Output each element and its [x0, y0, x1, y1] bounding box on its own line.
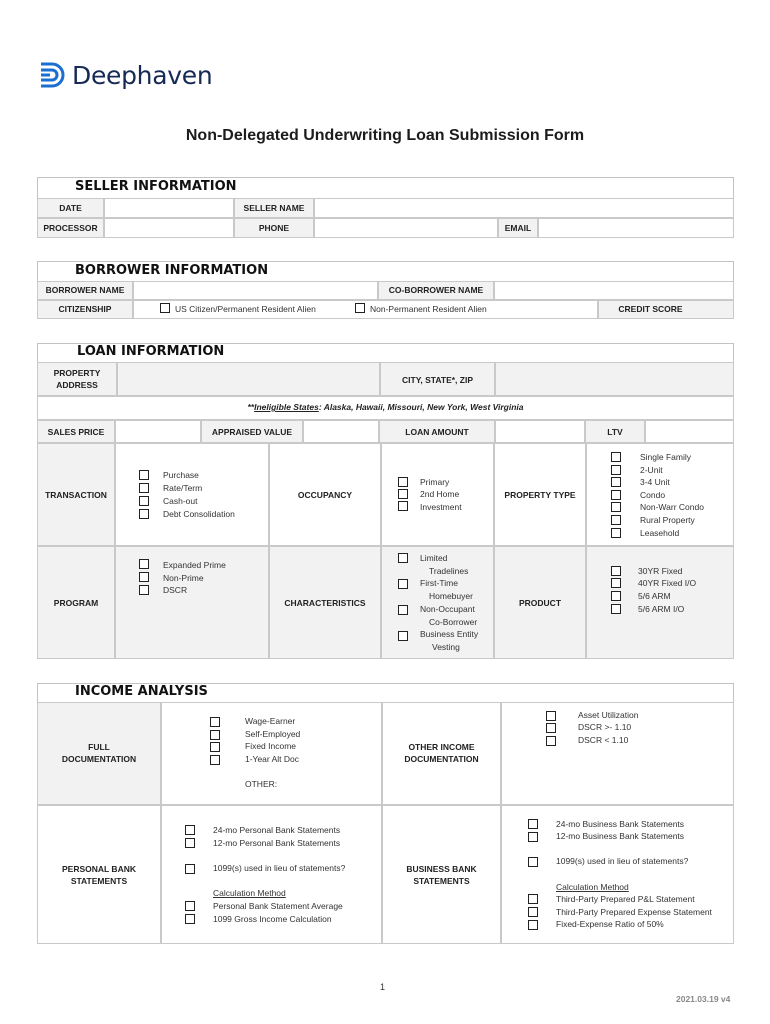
other-option-1: DSCR >- 1.10	[578, 722, 632, 732]
char-option-0-line-1: Limited	[420, 553, 448, 563]
char-option-2-line-2: Co-Borrower	[429, 617, 478, 627]
processor-input[interactable]	[104, 218, 234, 238]
occupancy-label: OCCUPANCY	[297, 490, 353, 500]
phone-input[interactable]	[314, 218, 498, 238]
ineligible-prefix: **	[247, 402, 255, 412]
product-option-2: 5/6 ARM	[638, 591, 671, 601]
5-6-arm-checkbox[interactable]	[611, 591, 621, 601]
property-type-option-4: Non-Warr Condo	[640, 502, 704, 512]
full-option-0: Wage-Earner	[245, 716, 296, 726]
loan-amount-label: LOAN AMOUNT	[405, 427, 469, 437]
asset-utilization-checkbox[interactable]	[546, 711, 556, 721]
other-label: OTHER:	[245, 779, 278, 789]
other-income-label-1: OTHER INCOME	[408, 742, 475, 752]
transaction-label: TRANSACTION	[45, 490, 107, 500]
business-calc-option-1: Third-Party Prepared Expense Statement	[556, 907, 712, 917]
personal-1099-checkbox[interactable]	[185, 864, 195, 874]
char-option-2-line-1: Non-Occupant	[420, 604, 475, 614]
first-time-homebuyer-checkbox[interactable]	[398, 579, 408, 589]
loan-heading: LOAN INFORMATION	[77, 344, 225, 359]
seller-heading: SELLER INFORMATION	[75, 179, 237, 194]
date-label: DATE	[59, 203, 82, 213]
char-option-1-line-1: First-Time	[420, 578, 458, 588]
24mo-personal-checkbox[interactable]	[185, 825, 195, 835]
two-unit-checkbox[interactable]	[611, 465, 621, 475]
email-label: EMAIL	[504, 223, 532, 233]
12mo-business-checkbox[interactable]	[528, 832, 538, 842]
transaction-option-1: Rate/Term	[163, 483, 203, 493]
char-option-3-line-2: Vesting	[432, 642, 460, 652]
property-type-option-1: 2-Unit	[640, 465, 663, 475]
business-1099-label: 1099(s) used in lieu of statements?	[556, 856, 689, 866]
occupancy-option-1: 2nd Home	[420, 489, 460, 499]
email-input[interactable]	[538, 218, 734, 238]
business-1099-checkbox[interactable]	[528, 857, 538, 867]
personal-bank-label-2: STATEMENTS	[70, 876, 128, 886]
program-option-2: DSCR	[163, 585, 188, 595]
three-four-unit-checkbox[interactable]	[611, 477, 621, 487]
one-year-alt-doc-checkbox[interactable]	[210, 755, 220, 765]
appraised-value-label: APPRAISED VALUE	[211, 427, 293, 437]
product-option-1: 40YR Fixed I/O	[638, 578, 697, 588]
business-calc-heading: Calculation Method	[556, 882, 629, 892]
deephaven-logo-icon	[38, 60, 68, 90]
personal-calc-option-1: 1099 Gross Income Calculation	[213, 914, 332, 924]
business-bank-label-2: STATEMENTS	[413, 876, 470, 886]
form-title: Non-Delegated Underwriting Loan Submission Form	[185, 127, 585, 144]
condo-checkbox[interactable]	[611, 490, 621, 500]
property-type-option-0: Single Family	[640, 452, 692, 462]
property-type-option-2: 3-4 Unit	[640, 477, 670, 487]
seller-name-label: SELLER NAME	[243, 203, 305, 213]
us-citizen-label: US Citizen/Permanent Resident Alien	[175, 304, 316, 314]
income-heading: INCOME ANALYSIS	[75, 684, 208, 699]
phone-label: PHONE	[258, 223, 290, 233]
program-option-1: Non-Prime	[163, 573, 204, 583]
third-party-expense-checkbox[interactable]	[528, 907, 538, 917]
rural-property-checkbox[interactable]	[611, 515, 621, 525]
business-entity-vesting-checkbox[interactable]	[398, 631, 408, 641]
seller-name-input[interactable]	[314, 198, 734, 218]
sales-price-input[interactable]	[115, 420, 201, 443]
40yr-fixed-io-checkbox[interactable]	[611, 578, 621, 588]
investment-checkbox[interactable]	[398, 501, 408, 511]
5-6-arm-io-checkbox[interactable]	[611, 604, 621, 614]
non-occupant-co-borrower-checkbox[interactable]	[398, 605, 408, 615]
property-type-option-6: Leasehold	[640, 528, 680, 538]
property-type-option-3: Condo	[640, 490, 666, 500]
non-permanent-checkbox[interactable]	[355, 303, 365, 313]
business-calc-option-0: Third-Party Prepared P&L Statement	[556, 894, 695, 904]
characteristics-label: CHARACTERISTICS	[284, 598, 366, 608]
property-type-label: PROPERTY TYPE	[504, 490, 576, 500]
product-label: PRODUCT	[518, 598, 562, 608]
date-input[interactable]	[104, 198, 234, 218]
full-option-1: Self-Employed	[245, 729, 301, 739]
rate-term-checkbox[interactable]	[139, 483, 149, 493]
personal-calc-heading: Calculation Method	[213, 888, 286, 898]
ineligible-states-link: Ineligible States	[254, 402, 319, 412]
wage-earner-checkbox[interactable]	[210, 717, 220, 727]
brand-name: Deephaven	[72, 60, 213, 90]
us-citizen-checkbox[interactable]	[160, 303, 170, 313]
sales-price-label: SALES PRICE	[47, 427, 105, 437]
city-state-zip-label: CITY, STATE*, ZIP	[402, 375, 473, 385]
citizenship-label: CITIZENSHIP	[58, 304, 112, 314]
char-option-0-line-2: Tradelines	[429, 566, 469, 576]
property-address-label-2: ADDRESS	[56, 380, 98, 390]
borrower-heading: BORROWER INFORMATION	[75, 263, 269, 278]
business-bank-label-1: BUSINESS BANK	[406, 864, 477, 874]
product-option-3: 5/6 ARM I/O	[638, 604, 685, 614]
property-address-label-1: PROPERTY	[53, 368, 101, 378]
dscr-ge-checkbox[interactable]	[546, 723, 556, 733]
12mo-personal-checkbox[interactable]	[185, 838, 195, 848]
other-option-0: Asset Utilization	[578, 710, 639, 720]
fixed-expense-ratio-checkbox[interactable]	[528, 920, 538, 930]
self-employed-checkbox[interactable]	[210, 730, 220, 740]
processor-label: PROCESSOR	[43, 223, 98, 233]
product-option-0: 30YR Fixed	[638, 566, 683, 576]
ltv-label: LTV	[607, 427, 623, 437]
full-option-3: 1-Year Alt Doc	[245, 754, 300, 764]
personal-average-checkbox[interactable]	[185, 901, 195, 911]
program-option-0: Expanded Prime	[163, 560, 226, 570]
personal-1099-label: 1099(s) used in lieu of statements?	[213, 863, 346, 873]
char-option-1-line-2: Homebuyer	[429, 591, 473, 601]
page-number: 1	[380, 982, 386, 992]
full-doc-label-2: DOCUMENTATION	[61, 754, 137, 764]
program-label: PROGRAM	[53, 598, 99, 608]
second-home-checkbox[interactable]	[398, 489, 408, 499]
borrower-name-label: BORROWER NAME	[45, 285, 125, 295]
co-borrower-name-input[interactable]	[494, 281, 734, 300]
24mo-business-checkbox[interactable]	[528, 819, 538, 829]
debt-consolidation-checkbox[interactable]	[139, 509, 149, 519]
purchase-checkbox[interactable]	[139, 470, 149, 480]
expanded-prime-checkbox[interactable]	[139, 559, 149, 569]
transaction-option-2: Cash-out	[163, 496, 198, 506]
primary-checkbox[interactable]	[398, 477, 408, 487]
dscr-checkbox[interactable]	[139, 585, 149, 595]
cash-out-checkbox[interactable]	[139, 496, 149, 506]
business-option-0: 24-mo Business Bank Statements	[556, 819, 685, 829]
business-option-1: 12-mo Business Bank Statements	[556, 831, 685, 841]
char-option-3-line-1: Business Entity	[420, 629, 479, 639]
ineligible-states-note	[37, 402, 734, 412]
transaction-option-0: Purchase	[163, 470, 199, 480]
ineligible-states-list: : Alaska, Hawaii, Missouri, New York, West Virginia	[318, 402, 524, 412]
dscr-lt-checkbox[interactable]	[546, 736, 556, 746]
business-calc-option-2: Fixed-Expense Ratio of 50%	[556, 919, 664, 929]
appraised-value-input[interactable]	[303, 420, 379, 443]
occupancy-option-0: Primary	[420, 477, 450, 487]
city-state-zip-input[interactable]	[495, 362, 734, 396]
third-party-pl-checkbox[interactable]	[528, 894, 538, 904]
borrower-name-input[interactable]	[133, 281, 378, 300]
non-prime-checkbox[interactable]	[139, 572, 149, 582]
property-type-option-5: Rural Property	[640, 515, 695, 525]
co-borrower-name-label: CO-BORROWER NAME	[388, 285, 484, 295]
personal-option-1: 12-mo Personal Bank Statements	[213, 838, 341, 848]
personal-option-0: 24-mo Personal Bank Statements	[213, 825, 341, 835]
1099-gross-checkbox[interactable]	[185, 914, 195, 924]
non-permanent-label: Non-Permanent Resident Alien	[370, 304, 487, 314]
leasehold-checkbox[interactable]	[611, 528, 621, 538]
form-version: 2021.03.19 v4	[676, 994, 731, 1004]
limited-tradelines-checkbox[interactable]	[398, 553, 408, 563]
other-option-2: DSCR < 1.10	[578, 735, 629, 745]
deephaven-logo	[38, 60, 212, 90]
other-income-label-2: DOCUMENTATION	[404, 754, 479, 764]
transaction-option-3: Debt Consolidation	[163, 509, 235, 519]
fixed-income-checkbox[interactable]	[210, 742, 220, 752]
30yr-fixed-checkbox[interactable]	[611, 566, 621, 576]
ltv-input[interactable]	[645, 420, 734, 443]
personal-calc-option-0: Personal Bank Statement Average	[213, 901, 343, 911]
property-address-input[interactable]	[117, 362, 380, 396]
personal-bank-label-1: PERSONAL BANK	[62, 864, 136, 874]
full-doc-label-1: FULL	[88, 742, 110, 752]
single-family-checkbox[interactable]	[611, 452, 621, 462]
full-option-2: Fixed Income	[245, 741, 297, 751]
occupancy-option-2: Investment	[420, 502, 462, 512]
non-warr-condo-checkbox[interactable]	[611, 502, 621, 512]
credit-score-label: CREDIT SCORE	[618, 304, 683, 314]
loan-amount-input[interactable]	[495, 420, 585, 443]
